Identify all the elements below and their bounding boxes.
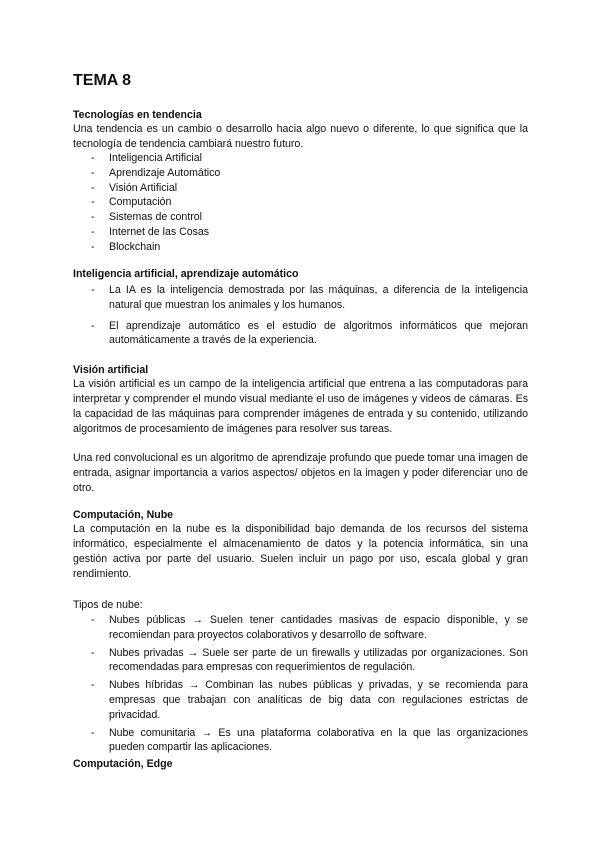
list-item: - Computación [73, 195, 528, 210]
list-item: - Internet de las Cosas [73, 225, 528, 240]
label-tipos-nube: Tipos de nube: [73, 599, 143, 611]
list-item: - Aprendizaje Automático [73, 166, 528, 181]
list-tipos-nube [73, 613, 528, 758]
list-item: - Nubes privadas → Suele ser parte de un firewalls y utilizadas por organizaciones. Son recomendadas para empresas con requerimientos de regulación. [73, 646, 528, 676]
heading-tendencias: Tecnologías en tendencia [73, 109, 202, 121]
list-item: - Blockchain [73, 240, 528, 255]
heading-vision: Visión artificial [73, 364, 149, 376]
list-tendencias [73, 151, 528, 255]
list-item: - Nube comunitaria → Es una plataforma colaborativa en la que las organizaciones pueden compartir las aplicaciones. [73, 726, 528, 756]
list-item: - Nubes públicas → Suelen tener cantidades masivas de espacio disponible, y se recomiendan para proyectos colaborativos y desarrollo de software. [73, 613, 528, 643]
list-item: - Visión Artificial [73, 181, 528, 196]
heading-ia: Inteligencia artificial, aprendizaje automático [73, 268, 299, 280]
list-item: - La IA es la inteligencia demostrada por las máquinas, a diferencia de la inteligencia natural que muestran los animales y los humanos. [73, 283, 528, 313]
paragraph-tendencias-intro: Una tendencia es un cambio o desarrollo hacia algo nuevo o diferente, lo que significa que la tecnología de tendencia cambiará nuestro futuro. [73, 123, 528, 150]
paragraph-vision-1: La visión artificial es un campo de la inteligencia artificial que entrena a las computadoras para interpretar y comprender el mundo visual mediante el uso de imágenes y videos de cámaras. Es la capacidad de las máquinas para comprender imágenes de entrada y su contenido, utilizando algoritmos de procesamiento de imágenes para resolver sus tareas. [73, 378, 528, 435]
paragraph-nube: La computación en la nube es la disponibilidad bajo demanda de los recursos del sistema informático, especialmente el almacenamiento de datos y la potencia informática, sin una gestión activa por parte del usuario. Suelen incluir un pago por uso, escala global y gran rendimiento. [73, 523, 528, 580]
paragraph-vision-2: Una red convolucional es un algoritmo de aprendizaje profundo que puede tomar una imagen de entrada, asignar importancia a varios aspectos/ objetos en la imagen y poder diferenciar uno de otro. [73, 452, 528, 494]
list-item: - El aprendizaje automático es el estudio de algoritmos informáticos que mejoran automáticamente a través de la experiencia. [73, 319, 528, 349]
heading-edge: Computación, Edge [73, 758, 173, 770]
list-item: - Inteligencia Artificial [73, 151, 528, 166]
page-title: TEMA 8 [73, 72, 132, 89]
heading-nube: Computación, Nube [73, 509, 174, 521]
list-item: - Sistemas de control [73, 210, 528, 225]
list-ia [73, 283, 528, 354]
list-item: - Nubes híbridas → Combinan las nubes públicas y privadas, y se recomienda para empresas que trabajan con analíticas de big data con regulaciones estrictas de privacidad. [73, 678, 528, 722]
